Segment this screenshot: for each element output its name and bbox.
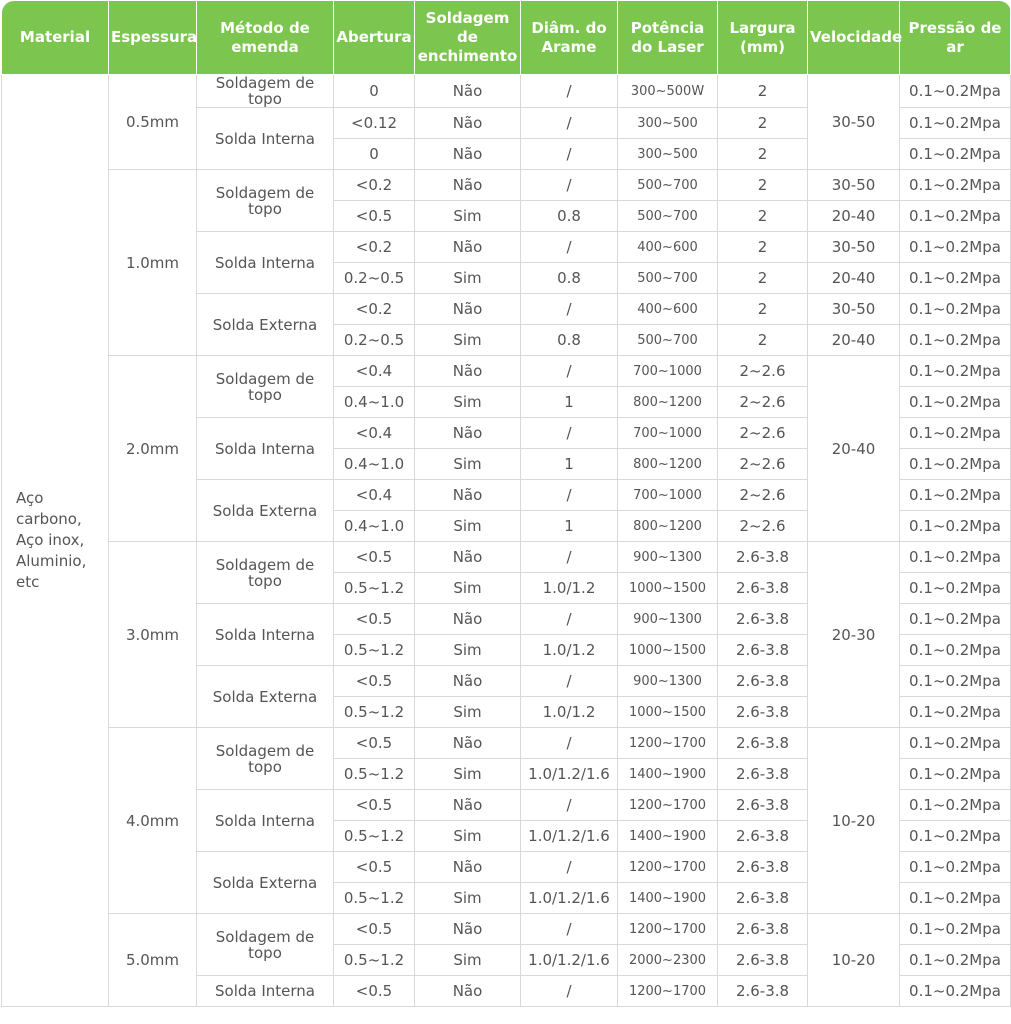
method-cell: Solda Interna: [197, 108, 334, 170]
wire-cell: 1.0/1.2/1.6: [521, 883, 618, 914]
power-cell: 1200~1700: [618, 790, 718, 821]
filler-cell: Sim: [415, 759, 521, 790]
wire-cell: 1.0/1.2/1.6: [521, 759, 618, 790]
speed-cell: 20-40: [808, 263, 900, 294]
power-cell: 1200~1700: [618, 976, 718, 1007]
pressure-cell: 0.1~0.2Mpa: [900, 666, 1011, 697]
width-cell: 2.6-3.8: [718, 604, 808, 635]
width-cell: 2.6-3.8: [718, 790, 808, 821]
power-cell: 1000~1500: [618, 635, 718, 666]
width-cell: 2~2.6: [718, 356, 808, 387]
power-cell: 400~600: [618, 294, 718, 325]
filler-cell: Sim: [415, 449, 521, 480]
pressure-cell: 0.1~0.2Mpa: [900, 108, 1011, 139]
gap-cell: 0.5~1.2: [334, 821, 415, 852]
gap-cell: 0.2~0.5: [334, 263, 415, 294]
power-cell: 1000~1500: [618, 697, 718, 728]
power-cell: 500~700: [618, 201, 718, 232]
pressure-cell: 0.1~0.2Mpa: [900, 387, 1011, 418]
filler-cell: Sim: [415, 387, 521, 418]
gap-cell: <0.12: [334, 108, 415, 139]
header-air-pressure: Pressão de ar: [900, 1, 1011, 75]
wire-cell: 0.8: [521, 325, 618, 356]
pressure-cell: 0.1~0.2Mpa: [900, 883, 1011, 914]
wire-cell: /: [521, 108, 618, 139]
filler-cell: Não: [415, 294, 521, 325]
power-cell: 1400~1900: [618, 759, 718, 790]
pressure-cell: 0.1~0.2Mpa: [900, 790, 1011, 821]
power-cell: 800~1200: [618, 449, 718, 480]
wire-cell: 1.0/1.2/1.6: [521, 945, 618, 976]
speed-cell: 10-20: [808, 728, 900, 914]
pressure-cell: 0.1~0.2Mpa: [900, 232, 1011, 263]
power-cell: 800~1200: [618, 387, 718, 418]
width-cell: 2: [718, 75, 808, 108]
thickness-cell: 3.0mm: [109, 542, 197, 728]
pressure-cell: 0.1~0.2Mpa: [900, 542, 1011, 573]
material-cell: Aço carbono, Aço inox, Aluminio, etc: [2, 75, 109, 1007]
thickness-cell: 4.0mm: [109, 728, 197, 914]
pressure-cell: 0.1~0.2Mpa: [900, 914, 1011, 945]
thickness-cell: 5.0mm: [109, 914, 197, 1007]
wire-cell: /: [521, 852, 618, 883]
pressure-cell: 0.1~0.2Mpa: [900, 294, 1011, 325]
method-cell: Soldagem de topo: [197, 356, 334, 418]
filler-cell: Sim: [415, 573, 521, 604]
wire-cell: /: [521, 666, 618, 697]
width-cell: 2.6-3.8: [718, 976, 808, 1007]
power-cell: 500~700: [618, 170, 718, 201]
filler-cell: Sim: [415, 263, 521, 294]
header-wire-diameter: Diâm. do Arame: [521, 1, 618, 75]
gap-cell: <0.4: [334, 418, 415, 449]
table-row: [2, 542, 1011, 573]
pressure-cell: 0.1~0.2Mpa: [900, 263, 1011, 294]
wire-cell: 1: [521, 449, 618, 480]
power-cell: 2000~2300: [618, 945, 718, 976]
wire-cell: /: [521, 728, 618, 759]
pressure-cell: 0.1~0.2Mpa: [900, 449, 1011, 480]
pressure-cell: 0.1~0.2Mpa: [900, 697, 1011, 728]
pressure-cell: 0.1~0.2Mpa: [900, 635, 1011, 666]
power-cell: 1200~1700: [618, 728, 718, 759]
gap-cell: 0.4~1.0: [334, 511, 415, 542]
speed-cell: 10-20: [808, 914, 900, 1007]
width-cell: 2: [718, 201, 808, 232]
wire-cell: 1: [521, 387, 618, 418]
wire-cell: /: [521, 914, 618, 945]
thickness-cell: 1.0mm: [109, 170, 197, 356]
speed-cell: 30-50: [808, 294, 900, 325]
filler-cell: Sim: [415, 511, 521, 542]
filler-cell: Não: [415, 108, 521, 139]
wire-cell: /: [521, 480, 618, 511]
method-cell: Solda Externa: [197, 852, 334, 914]
method-cell: Solda Interna: [197, 232, 334, 294]
power-cell: 900~1300: [618, 542, 718, 573]
filler-cell: Não: [415, 418, 521, 449]
filler-cell: Sim: [415, 635, 521, 666]
header-joint-method: Método de emenda: [197, 1, 334, 75]
gap-cell: 0.5~1.2: [334, 945, 415, 976]
gap-cell: <0.5: [334, 201, 415, 232]
width-cell: 2~2.6: [718, 418, 808, 449]
speed-cell: 20-30: [808, 542, 900, 728]
gap-cell: <0.2: [334, 294, 415, 325]
pressure-cell: 0.1~0.2Mpa: [900, 511, 1011, 542]
filler-cell: Não: [415, 728, 521, 759]
method-cell: Soldagem de topo: [197, 542, 334, 604]
speed-cell: 30-50: [808, 170, 900, 201]
width-cell: 2: [718, 139, 808, 170]
pressure-cell: 0.1~0.2Mpa: [900, 325, 1011, 356]
gap-cell: <0.5: [334, 604, 415, 635]
header-speed: Velocidade: [808, 1, 900, 75]
power-cell: 300~500W: [618, 75, 718, 108]
gap-cell: <0.5: [334, 914, 415, 945]
width-cell: 2.6-3.8: [718, 542, 808, 573]
gap-cell: 0.2~0.5: [334, 325, 415, 356]
filler-cell: Não: [415, 976, 521, 1007]
power-cell: 400~600: [618, 232, 718, 263]
pressure-cell: 0.1~0.2Mpa: [900, 976, 1011, 1007]
speed-cell: 20-40: [808, 325, 900, 356]
power-cell: 500~700: [618, 263, 718, 294]
filler-cell: Sim: [415, 821, 521, 852]
wire-cell: 0.8: [521, 201, 618, 232]
power-cell: 300~500: [618, 139, 718, 170]
power-cell: 1000~1500: [618, 573, 718, 604]
header-row: [2, 1, 1011, 75]
power-cell: 700~1000: [618, 418, 718, 449]
power-cell: 500~700: [618, 325, 718, 356]
welding-parameters-table: [1, 1, 1011, 1007]
table-row: [2, 75, 1011, 108]
pressure-cell: 0.1~0.2Mpa: [900, 480, 1011, 511]
filler-cell: Sim: [415, 201, 521, 232]
width-cell: 2: [718, 294, 808, 325]
filler-cell: Não: [415, 75, 521, 108]
wire-cell: /: [521, 976, 618, 1007]
gap-cell: <0.4: [334, 480, 415, 511]
filler-cell: Sim: [415, 883, 521, 914]
filler-cell: Não: [415, 604, 521, 635]
method-cell: Solda Interna: [197, 790, 334, 852]
width-cell: 2.6-3.8: [718, 635, 808, 666]
method-cell: Solda Interna: [197, 976, 334, 1007]
power-cell: 1200~1700: [618, 914, 718, 945]
header-thickness: Espessura: [109, 1, 197, 75]
filler-cell: Não: [415, 170, 521, 201]
wire-cell: /: [521, 604, 618, 635]
pressure-cell: 0.1~0.2Mpa: [900, 852, 1011, 883]
width-cell: 2: [718, 325, 808, 356]
speed-cell: 30-50: [808, 75, 900, 170]
width-cell: 2~2.6: [718, 480, 808, 511]
power-cell: 800~1200: [618, 511, 718, 542]
width-cell: 2~2.6: [718, 511, 808, 542]
filler-cell: Não: [415, 542, 521, 573]
gap-cell: <0.4: [334, 356, 415, 387]
pressure-cell: 0.1~0.2Mpa: [900, 573, 1011, 604]
gap-cell: <0.2: [334, 170, 415, 201]
gap-cell: <0.5: [334, 852, 415, 883]
power-cell: 1200~1700: [618, 852, 718, 883]
gap-cell: 0.5~1.2: [334, 697, 415, 728]
table-row: [2, 170, 1011, 201]
wire-cell: /: [521, 232, 618, 263]
width-cell: 2.6-3.8: [718, 852, 808, 883]
method-cell: Solda Externa: [197, 294, 334, 356]
width-cell: 2: [718, 263, 808, 294]
speed-cell: 20-40: [808, 356, 900, 542]
method-cell: Soldagem de topo: [197, 728, 334, 790]
width-cell: 2~2.6: [718, 387, 808, 418]
gap-cell: 0.5~1.2: [334, 759, 415, 790]
method-cell: Solda Interna: [197, 418, 334, 480]
width-cell: 2.6-3.8: [718, 728, 808, 759]
table-row: [2, 914, 1011, 945]
gap-cell: <0.5: [334, 542, 415, 573]
method-cell: Soldagem de topo: [197, 914, 334, 976]
width-cell: 2.6-3.8: [718, 821, 808, 852]
pressure-cell: 0.1~0.2Mpa: [900, 170, 1011, 201]
width-cell: 2.6-3.8: [718, 945, 808, 976]
gap-cell: 0: [334, 75, 415, 108]
speed-cell: 20-40: [808, 201, 900, 232]
gap-cell: <0.5: [334, 976, 415, 1007]
wire-cell: 1.0/1.2: [521, 697, 618, 728]
power-cell: 1400~1900: [618, 821, 718, 852]
header-gap: Abertura: [334, 1, 415, 75]
gap-cell: 0.5~1.2: [334, 883, 415, 914]
method-cell: Soldagem de topo: [197, 75, 334, 108]
wire-cell: 1.0/1.2: [521, 573, 618, 604]
pressure-cell: 0.1~0.2Mpa: [900, 759, 1011, 790]
gap-cell: 0.5~1.2: [334, 635, 415, 666]
table-row: [2, 356, 1011, 387]
pressure-cell: 0.1~0.2Mpa: [900, 139, 1011, 170]
header-width: Largura (mm): [718, 1, 808, 75]
wire-cell: 1.0/1.2: [521, 635, 618, 666]
header-material: Material: [2, 1, 109, 75]
width-cell: 2: [718, 232, 808, 263]
speed-cell: 30-50: [808, 232, 900, 263]
pressure-cell: 0.1~0.2Mpa: [900, 356, 1011, 387]
gap-cell: <0.5: [334, 666, 415, 697]
gap-cell: 0.4~1.0: [334, 387, 415, 418]
power-cell: 300~500: [618, 108, 718, 139]
wire-cell: /: [521, 170, 618, 201]
filler-cell: Não: [415, 480, 521, 511]
pressure-cell: 0.1~0.2Mpa: [900, 728, 1011, 759]
pressure-cell: 0.1~0.2Mpa: [900, 418, 1011, 449]
header-laser-power: Potência do Laser: [618, 1, 718, 75]
thickness-cell: 0.5mm: [109, 75, 197, 170]
power-cell: 900~1300: [618, 604, 718, 635]
filler-cell: Não: [415, 666, 521, 697]
wire-cell: /: [521, 790, 618, 821]
power-cell: 700~1000: [618, 480, 718, 511]
gap-cell: 0.5~1.2: [334, 573, 415, 604]
method-cell: Soldagem de topo: [197, 170, 334, 232]
pressure-cell: 0.1~0.2Mpa: [900, 604, 1011, 635]
filler-cell: Não: [415, 790, 521, 821]
width-cell: 2.6-3.8: [718, 759, 808, 790]
width-cell: 2.6-3.8: [718, 697, 808, 728]
wire-cell: /: [521, 542, 618, 573]
filler-cell: Não: [415, 232, 521, 263]
gap-cell: 0: [334, 139, 415, 170]
wire-cell: 1.0/1.2/1.6: [521, 821, 618, 852]
method-cell: Solda Externa: [197, 480, 334, 542]
pressure-cell: 0.1~0.2Mpa: [900, 821, 1011, 852]
filler-cell: Sim: [415, 697, 521, 728]
width-cell: 2.6-3.8: [718, 883, 808, 914]
gap-cell: <0.5: [334, 728, 415, 759]
filler-cell: Não: [415, 356, 521, 387]
wire-cell: /: [521, 356, 618, 387]
filler-cell: Sim: [415, 325, 521, 356]
wire-cell: 1: [521, 511, 618, 542]
filler-cell: Não: [415, 914, 521, 945]
power-cell: 900~1300: [618, 666, 718, 697]
gap-cell: <0.5: [334, 790, 415, 821]
wire-cell: /: [521, 418, 618, 449]
wire-cell: /: [521, 139, 618, 170]
width-cell: 2~2.6: [718, 449, 808, 480]
power-cell: 1400~1900: [618, 883, 718, 914]
wire-cell: /: [521, 75, 618, 108]
wire-cell: 0.8: [521, 263, 618, 294]
method-cell: Solda Externa: [197, 666, 334, 728]
filler-cell: Não: [415, 852, 521, 883]
power-cell: 700~1000: [618, 356, 718, 387]
table-row: [2, 728, 1011, 759]
filler-cell: Não: [415, 139, 521, 170]
width-cell: 2: [718, 108, 808, 139]
thickness-cell: 2.0mm: [109, 356, 197, 542]
method-cell: Solda Interna: [197, 604, 334, 666]
gap-cell: 0.4~1.0: [334, 449, 415, 480]
width-cell: 2.6-3.8: [718, 666, 808, 697]
header-filler-welding: Soldagem de enchimento: [415, 1, 521, 75]
pressure-cell: 0.1~0.2Mpa: [900, 201, 1011, 232]
width-cell: 2.6-3.8: [718, 914, 808, 945]
pressure-cell: 0.1~0.2Mpa: [900, 945, 1011, 976]
pressure-cell: 0.1~0.2Mpa: [900, 75, 1011, 108]
wire-cell: /: [521, 294, 618, 325]
gap-cell: <0.2: [334, 232, 415, 263]
filler-cell: Sim: [415, 945, 521, 976]
width-cell: 2: [718, 170, 808, 201]
width-cell: 2.6-3.8: [718, 573, 808, 604]
